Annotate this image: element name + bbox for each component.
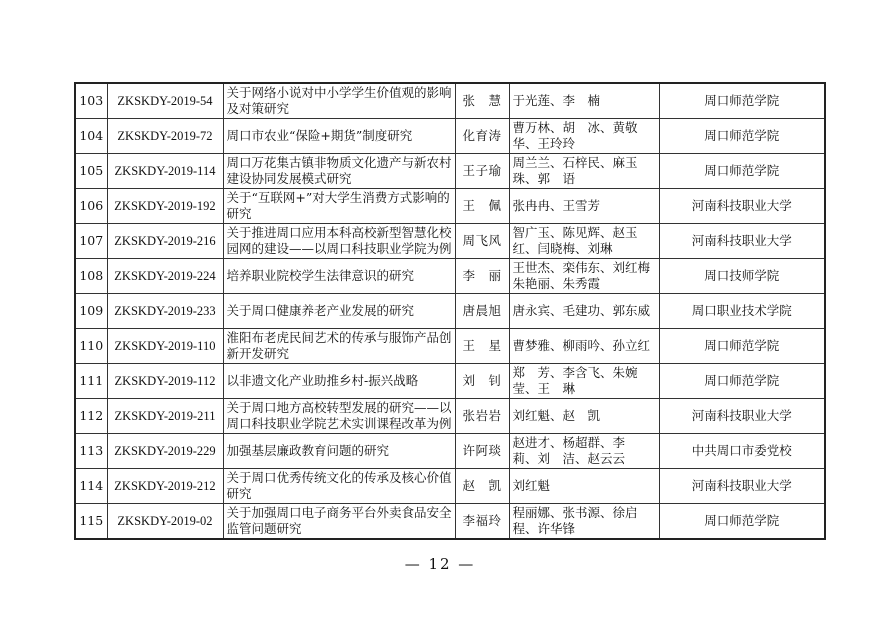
page-number: — 12 —: [404, 555, 476, 573]
table-row: [75, 224, 825, 259]
project-unit: 河南科技职业大学: [659, 224, 825, 259]
project-code: ZKSKDY-2019-224: [107, 259, 223, 294]
table-row: [75, 294, 825, 329]
project-code: ZKSKDY-2019-72: [107, 119, 223, 154]
project-members: 唐永宾、毛建功、郭东威: [509, 294, 659, 329]
project-list-table: [74, 82, 826, 540]
project-title: 加强基层廉政教育问题的研究: [223, 434, 455, 469]
project-host: 王 佩: [455, 189, 509, 224]
project-title: 关于周口健康养老产业发展的研究: [223, 294, 455, 329]
project-host: 化育涛: [455, 119, 509, 154]
table-row: [75, 189, 825, 224]
project-unit: 中共周口市委党校: [659, 434, 825, 469]
project-code: ZKSKDY-2019-54: [107, 83, 223, 119]
project-members: 曹梦雅、柳雨吟、孙立红: [509, 329, 659, 364]
project-host: 周飞风: [455, 224, 509, 259]
row-number: 108: [75, 259, 107, 294]
project-title: 关于周口地方高校转型发展的研究——以周口科技职业学院艺术实训课程改革为例: [223, 399, 455, 434]
table-row: [75, 434, 825, 469]
project-unit: 河南科技职业大学: [659, 189, 825, 224]
project-members: 于光莲、李 楠: [509, 83, 659, 119]
project-title: 周口市农业“保险+期货”制度研究: [223, 119, 455, 154]
project-members: 郑 芳、李含飞、朱婉莹、王 琳: [509, 364, 659, 399]
project-title: 关于推进周口应用本科高校新型智慧化校园网的建设——以周口科技职业学院为例: [223, 224, 455, 259]
project-title: 以非遗文化产业助推乡村-振兴战略: [223, 364, 455, 399]
project-host: 刘 钊: [455, 364, 509, 399]
project-title: 关于网络小说对中小学学生价值观的影响及对策研究: [223, 83, 455, 119]
project-title: 淮阳布老虎民间艺术的传承与服饰产品创新开发研究: [223, 329, 455, 364]
row-number: 111: [75, 364, 107, 399]
table-row: [75, 83, 825, 119]
project-members: 刘红魁: [509, 469, 659, 504]
project-unit: 周口师范学院: [659, 504, 825, 540]
table-row: [75, 259, 825, 294]
row-number: 103: [75, 83, 107, 119]
project-host: 赵 凯: [455, 469, 509, 504]
project-unit: 周口师范学院: [659, 364, 825, 399]
project-title: 关于加强周口电子商务平台外卖食品安全监管问题研究: [223, 504, 455, 540]
project-title: 培养职业院校学生法律意识的研究: [223, 259, 455, 294]
project-host: 唐晨旭: [455, 294, 509, 329]
table-row: [75, 469, 825, 504]
project-code: ZKSKDY-2019-110: [107, 329, 223, 364]
row-number: 115: [75, 504, 107, 540]
table-row: [75, 399, 825, 434]
row-number: 107: [75, 224, 107, 259]
row-number: 110: [75, 329, 107, 364]
project-unit: 周口师范学院: [659, 83, 825, 119]
row-number: 109: [75, 294, 107, 329]
project-members: 智广玉、陈见辉、赵玉红、闫晓梅、刘琳: [509, 224, 659, 259]
row-number: 112: [75, 399, 107, 434]
project-members: 王世杰、栾伟东、刘红梅朱艳丽、朱秀霞: [509, 259, 659, 294]
row-number: 105: [75, 154, 107, 189]
project-unit: 周口师范学院: [659, 119, 825, 154]
project-host: 张 慧: [455, 83, 509, 119]
table-row: [75, 119, 825, 154]
project-code: ZKSKDY-2019-192: [107, 189, 223, 224]
project-code: ZKSKDY-2019-112: [107, 364, 223, 399]
project-unit: 周口技师学院: [659, 259, 825, 294]
row-number: 114: [75, 469, 107, 504]
project-code: ZKSKDY-2019-02: [107, 504, 223, 540]
project-members: 曹万林、胡 冰、黄敬华、王玲玲: [509, 119, 659, 154]
project-code: ZKSKDY-2019-212: [107, 469, 223, 504]
project-members: 张冉冉、王雪芳: [509, 189, 659, 224]
table-row: [75, 329, 825, 364]
project-host: 李福玲: [455, 504, 509, 540]
table-row: [75, 364, 825, 399]
project-unit: 周口师范学院: [659, 154, 825, 189]
table-body: [75, 83, 825, 539]
project-host: 许阿琰: [455, 434, 509, 469]
row-number: 113: [75, 434, 107, 469]
project-title: 周口万花集古镇非物质文化遗产与新农村建设协同发展模式研究: [223, 154, 455, 189]
project-code: ZKSKDY-2019-233: [107, 294, 223, 329]
row-number: 104: [75, 119, 107, 154]
project-unit: 周口职业技术学院: [659, 294, 825, 329]
project-title: 关于周口优秀传统文化的传承及核心价值研究: [223, 469, 455, 504]
table-row: [75, 154, 825, 189]
project-code: ZKSKDY-2019-211: [107, 399, 223, 434]
project-host: 王子瑜: [455, 154, 509, 189]
table-row: [75, 504, 825, 540]
project-members: 周兰兰、石梓民、麻玉珠、郭 语: [509, 154, 659, 189]
project-code: ZKSKDY-2019-114: [107, 154, 223, 189]
project-title: 关于“互联网+”对大学生消费方式影响的研究: [223, 189, 455, 224]
row-number: 106: [75, 189, 107, 224]
project-host: 李 丽: [455, 259, 509, 294]
project-unit: 河南科技职业大学: [659, 399, 825, 434]
project-host: 张岩岩: [455, 399, 509, 434]
project-members: 赵进才、杨超群、李 莉、刘 洁、赵云云: [509, 434, 659, 469]
project-code: ZKSKDY-2019-229: [107, 434, 223, 469]
project-host: 王 星: [455, 329, 509, 364]
project-unit: 河南科技职业大学: [659, 469, 825, 504]
project-code: ZKSKDY-2019-216: [107, 224, 223, 259]
project-members: 刘红魁、赵 凯: [509, 399, 659, 434]
project-members: 程丽娜、张书源、徐启程、许华锋: [509, 504, 659, 540]
project-unit: 周口师范学院: [659, 329, 825, 364]
